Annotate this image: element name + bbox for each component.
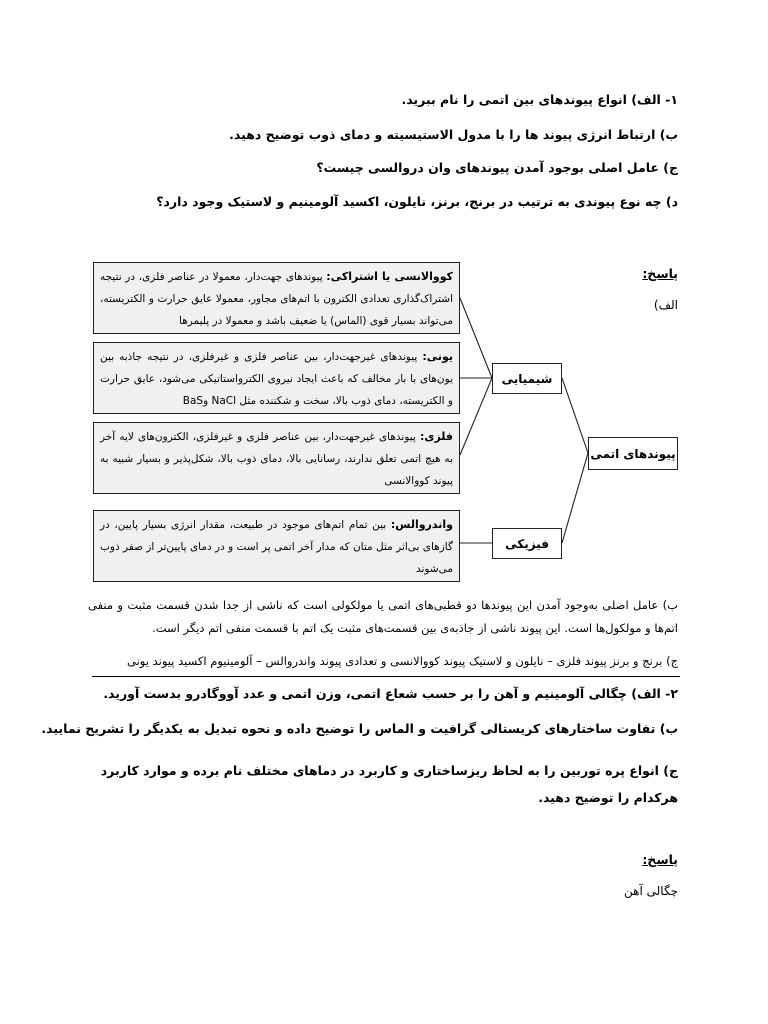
covalent-title: کووالانسی یا اشتراکی:	[326, 270, 453, 283]
answer-2-label: پاسخ:	[642, 852, 678, 867]
section-divider	[92, 676, 680, 677]
answer-1-alef: الف)	[653, 298, 678, 312]
answer-1-label: پاسخ:	[642, 266, 678, 281]
chemical-node: شیمیایی	[492, 363, 562, 394]
question-1b: ب) ارتباط انرژی پیوند ها را با مدول الاستیسیته و دمای ذوب توضیح دهید.	[229, 127, 678, 142]
ionic-bond-box	[93, 342, 460, 414]
ionic-title: یونی:	[422, 350, 453, 363]
question-2b: ب) تفاوت ساختارهای کریستالی گرافیت و الماس را توضیح داده و نحوه تبدیل به یکدیگر را تشریح نمایید.	[41, 721, 678, 736]
answer-2-text: چگالی آهن	[624, 884, 678, 898]
question-1c: ج) عامل اصلی بوجود آمدن پیوندهای وان دروالسی چیست؟	[316, 160, 678, 175]
physical-node: فیزیکی	[492, 528, 562, 559]
vdw-title: واندروالس:	[390, 518, 453, 531]
answer-1c-text: ج) برنج و برنز پیوند فلزی – نایلون و لاستیک پیوند کووالانسی و تعدادی پیوند واندروالس – آلومینیوم اکسید پیوند یونی	[127, 654, 678, 668]
metallic-text: پیوندهای غیرجهت‌دار، بین عناصر فلزی و غیرفلزی، الکترون‌های لایه آخر به هیچ اتمی تعلق ندارند، رسانایی بالا، دمای ذوب بالا، شکل‌پذیر و بسیار شبیه به پیوند کووالانسی	[100, 431, 453, 487]
ionic-text: پیوندهای غیرجهت‌دار، بین عناصر فلزی و غیرفلزی، در نتیجه جاذبه بین یون‌های با بار مخالف که باعث ایجاد نیروی الکترواستاتیکی می‌شود، عایق حرارت و الکتریسته، دمای ذوب بالا، سخت و شکننده مثل NaCl وBaS	[100, 351, 453, 407]
atomic-bonds-node: پیوندهای اتمی	[588, 437, 678, 470]
question-2c: ج) انواع پره توربین را به لحاظ ریزساختاری و کاربرد در دماهای مختلف نام برده و موارد کاربرد هرکدام را توضیح دهید.	[100, 763, 678, 805]
answer-1b-text: ب) عامل اصلی به‌وجود آمدن این پیوندها دو قطبی‌های اتمی یا مولکولی است که ناشی از جدا شدن قسمت مثبت و منفی اتم‌ها و مولکول‌ها است. این پیوند ناشی از جاذبه‌ی بین قسمت‌های مثبت یک اتم با قسمت منفی اتم دیگر است.	[88, 598, 678, 635]
question-1d: د) چه نوع پیوندی به ترتیب در برنج، برنز، نایلون، اکسید آلومینیم و لاستیک وجود دارد؟	[156, 194, 678, 209]
covalent-bond-box	[93, 262, 460, 334]
vdw-bond-box	[93, 510, 460, 582]
covalent-text: پیوندهای جهت‌دار، معمولا در عناصر فلزی، در نتیجه اشتراک‌گذاری تعدادی الکترون با اتم‌های مجاور، معمولا عایق حرارت و الکتریسته، می‌تواند بسیار قوی (الماس) یا ضعیف باشد و معمولا در پلیمرها	[100, 271, 453, 327]
metallic-bond-box	[93, 422, 460, 494]
metallic-title: فلزی:	[419, 430, 453, 443]
question-1a: ۱- الف) انواع پیوندهای بین اتمی را نام ببرید.	[401, 92, 678, 107]
vdw-text: بین تمام اتم‌های موجود در طبیعت، مقدار انرژی بسیار پایین، در گازهای بی‌اثر مثل متان که مدار آخر اتمی پر است و در دمای پایین‌تر از صفر ذوب می‌شوند	[100, 519, 453, 575]
question-2a: ۲- الف) چگالی آلومینیم و آهن را بر حسب شعاع اتمی، وزن اتمی و عدد آووگادرو بدست آورید.	[103, 686, 678, 701]
